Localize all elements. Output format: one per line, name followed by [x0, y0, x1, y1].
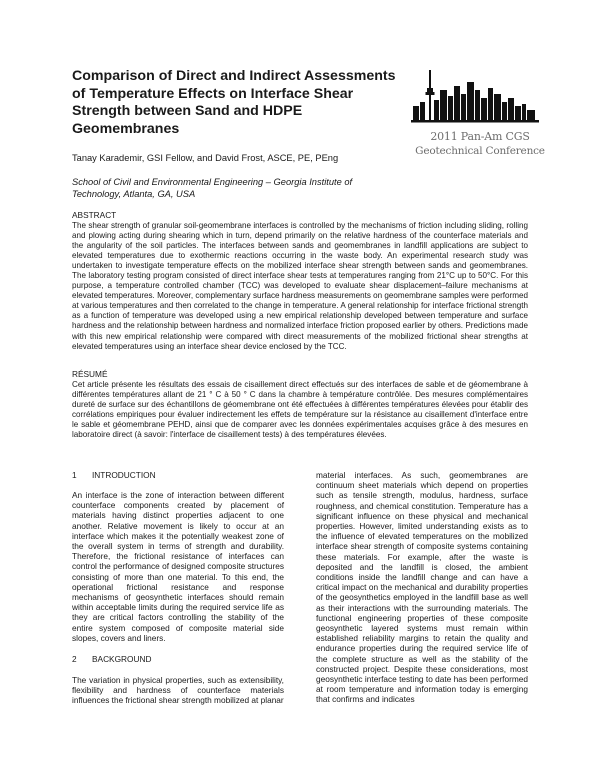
body-right-column	[316, 470, 528, 705]
affiliation: School of Civil and Environmental Engineering – Georgia Institute of Technology, Atlanta, GA, USA	[72, 177, 353, 199]
resume-text: Cet article présente les résultats des essais de cisaillement direct effectués sur des interfaces de sable et de géomembrane à différentes températures allant de 21 ° C à 50 ° C dans la chambre à température contrôlée. Des mesures complémentaires dureté de surface sur des échantillons de géomembrane ont été effectuées à différentes températures élevées pour établir des corrélations empiriques pour évaluer indirectement les effets de température sur la résistance au cisaillement d'interface entre le sable et géomembrane PEHD, ainsi que de comparer avec les données expérimentales acquises grâce à des mesures en laboratoire direct (à savoir: l'interface de cisaillement tests) à des températures élevées.	[72, 380, 528, 440]
abstract-section	[72, 210, 528, 352]
conference-logo-year-title: 2011 Pan-Am CGS	[430, 130, 530, 143]
section-title: INTRODUCTION	[92, 470, 156, 480]
section-number: 1	[72, 470, 77, 480]
abstract-heading: ABSTRACT	[72, 210, 117, 220]
section-heading-background	[72, 654, 284, 664]
author-list: Tanay Karademir, GSI Fellow, and David Frost, ASCE, PE, PEng	[72, 153, 339, 163]
background-text: The variation in physical properties, such as extensibility, flexibility and hardness of counterface materials influences the frictional shear strength mobilized at planar	[72, 675, 284, 706]
introduction-text: An interface is the zone of interaction between different counterface components created by placement of materials having distinct properties adjacent to one another. Relative movement is likely to occur at an interface which makes it the potentially weakest zone of the overall system in terms of strength and durability. Therefore, the frictional resistance of interfaces can control the performance of designed composite structures consisting of more than one material. To this end, the operational frictional resistance and response mechanisms of geosynthetic interfaces should remain within acceptable limits during the required service life as they are critical factors controlling the stability of the entire system composed of composite material side slopes, covers and liners.	[72, 490, 284, 643]
resume-section	[72, 369, 528, 440]
abstract-text: The shear strength of granular soil-geomembrane interfaces is controlled by the mechanisms of friction including sliding, rolling and plowing acting during shearing which in turn, depend primarily on the relative hardness of the counterface materials and the angularity of the soil particles. The interfaces between sands and geomembranes in landfill applications are subject to elevated temperatures due to exothermic reactions occurring in the waste body. An experimental research study was undertaken to investigate temperature effects on the mobilized interface shear strength between sands and geomembranes. The laboratory testing program consisted of direct interface shear tests at temperatures ranging from 21°C up to 50°C. For this purpose, a temperature controlled chamber (TCC) was developed to evaluate shear displacement–failure mechanisms at elevated temperatures. Moreover, complementary surface hardness measurements on geomembrane samples were performed at various temperatures and then correlated to the change in temperature. A general relationship for interface frictional strength as a function of temperature was developed using a new empirical relationship developed between temperature and surface hardness and the relationship between hardness and normalized interface friction proposed earlier by others. Predictions made with this new empirical relationship were compared with direct measurements of the mobilized frictional shear strengths at elevated temperatures using an interface shear device enclosed by the TCC.	[72, 221, 528, 351]
conference-logo-subtitle: Geotechnical Conference	[415, 145, 545, 157]
resume-heading: RÉSUMÉ	[72, 369, 108, 379]
section-heading-introduction	[72, 470, 284, 480]
body-left-column	[72, 470, 284, 706]
section-title: BACKGROUND	[92, 654, 152, 665]
paper-title: Comparison of Direct and Indirect Assessments of Temperature Effects on Interface Shear Strength between Sand and HDPE Geomembranes	[72, 68, 396, 137]
section-number: 2	[72, 654, 77, 665]
background-continued-text: material interfaces. As such, geomembranes are continuum sheet materials which depend on properties such as tensile strength, modulus, hardness, surface roughness, and chemical constitution. Temperature has a significant influence on these physical and mechanical properties. However, limited understanding exists as to the influence of elevated temperatures on the mobilized interface shear strength of composite systems containing these materials. For example, after the waste is deposited and the landfill is closed, the ambient conditions inside the landfill change and can have a critical impact on the mechanical and durability properties of the geosynthetics employed in the landfill base as well as their interactions with the surrounding materials. The functional engineering properties of these composite geosynthetic layered systems must remain within established reliability margins to retain the quality and endurance properties during the required service life of the complete structure as well as the stability of the constructed project. Despite these considerations, most geosynthetic interface testing to date has been performed at room temperature and information today is emerging that confirms and indicates	[316, 470, 528, 705]
conference-logo	[405, 60, 555, 180]
